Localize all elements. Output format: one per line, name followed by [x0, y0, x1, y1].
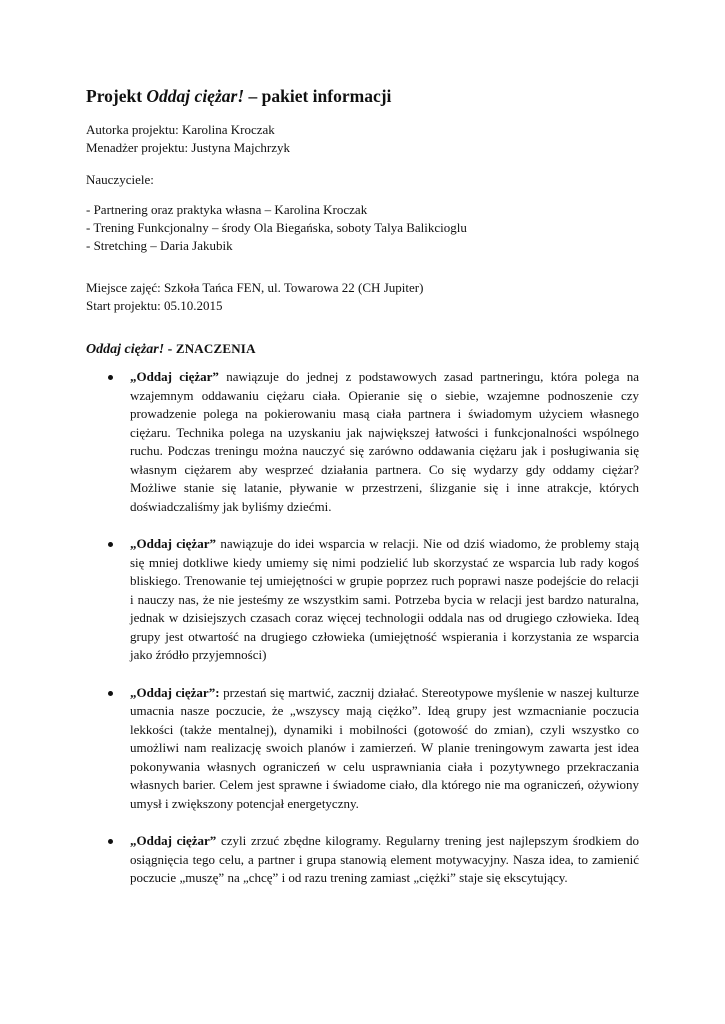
- authors-block: [86, 121, 639, 157]
- list-item-text: nawiązuje do jednej z podstawowych zasad partneringu, która polega na wzajemnym oddawaniu ciężaru ciała. Opieranie się o siebie, wzajemne podnoszenie czy prowadzenie polega na pokierowaniu masą ciała partnera i świadomym użyciem własnego ciężaru. Technika polega na uzyskaniu jak największej łatwości i funkcjonalności wspólnego ruchu. Podczas treningu można nauczyć się zarówno oddawania ciężaru jak i posługiwania się własnym ciężarem aby wesprzeć działania partnera. Co się wydarzy gdy oddamy ciężar? Możliwe stanie się latanie, pływanie w przestrzeni, ślizganie się i inne atrakcje, których doświadczaliśmy jak byliśmy dziećmi.: [130, 369, 640, 514]
- bullet-icon: [108, 542, 113, 547]
- teacher-item: - Partnering oraz praktyka własna – Karolina Kroczak: [86, 202, 368, 217]
- list-item-lead: „Oddaj ciężar”: [130, 536, 216, 551]
- list-item: [86, 535, 639, 665]
- meanings-heading: [86, 339, 639, 360]
- teachers-heading: Nauczyciele:: [86, 172, 154, 187]
- project-author: Autorka projektu: Karolina Kroczak: [86, 122, 275, 137]
- list-item-text: czyli zrzuć zbędne kilogramy. Regularny trening jest najlepszym środkiem do osiągnięcia tego celu, a partner i grupa stanowią element motywacyjny. Nasza idea, to zamienić poczucie „muszę” na „chcę” i od razu trening zamiast „ciężki” staje się ekscytujący.: [130, 833, 639, 885]
- bullet-icon: [108, 839, 113, 844]
- list-item-text: przestań się martwić, zacznij działać. Stereotypowe myślenie w naszej kulturze umacnia nasze poczucie, że „wszyscy mają ciężko”. Ideą grupy jest wzmacnianie poczucia lekkości (także mentalnej), dynamiki i mobilności (gotowość do zmian), czyli wszystko co umożliwi nam realizację swoich planów i zamierzeń. W planie treningowym zawarta jest idea pokonywania własnych ograniczeń w celu usprawniania ciała i pozytywnego przekraczania własnych barier. Celem jest sprawne i świadome ciało, dla którego nie ma ograniczeń, ożywiony umysł i zwiększony potencjał energetyczny.: [130, 684, 639, 811]
- project-manager: Menadżer projektu: Justyna Majchrzyk: [86, 140, 290, 155]
- list-item-text: nawiązuje do idei wsparcia w relacji. Nie od dziś wiadomo, że problemy stają się mniej dotkliwe kiedy umiemy się nimi podzielić lub skorzystać ze wsparcia lub rady kogoś bliskiego. Trenowanie tej umiejętności w grupie poprzez ruch poprawi nasze podejście do relacji i nauczy nas, że nie jesteśmy ze wszystkim sami. Potrzeba bycia w relacji jest bardzo naturalna, jednak w dzisiejszych czasach coraz więcej technologii oddala nas od drugiego człowieka. Ideą grupy jest otwartość na drugiego człowieka (umiejętność wspierania i korzystania ze wsparcia jako źródło przyjemności): [130, 536, 640, 662]
- location-block: [86, 279, 639, 315]
- list-item: [86, 684, 639, 814]
- list-item-lead: „Oddaj ciężar”:: [130, 684, 220, 700]
- bullet-icon: [108, 375, 113, 380]
- document-title: [86, 85, 639, 107]
- bullet-icon: [108, 691, 113, 696]
- list-item-lead: „Oddaj ciężar”: [130, 833, 217, 848]
- meanings-list: [86, 368, 639, 888]
- meanings-heading-sep: -: [164, 342, 176, 357]
- location-place: Miejsce zajęć: Szkoła Tańca FEN, ul. Towarowa 22 (CH Jupiter): [86, 280, 424, 295]
- title-project-name: Oddaj ciężar!: [146, 86, 245, 106]
- project-start-date: Start projektu: 05.10.2015: [86, 298, 223, 313]
- title-suffix: – pakiet informacji: [244, 86, 392, 106]
- teachers-list: [86, 201, 639, 255]
- teacher-item: - Stretching – Daria Jakubik: [86, 238, 233, 253]
- meanings-heading-caps: ZNACZENIA: [175, 341, 256, 356]
- title-prefix: Projekt: [86, 86, 147, 106]
- list-item-lead: „Oddaj ciężar”: [130, 369, 219, 384]
- meanings-heading-name: Oddaj ciężar!: [86, 342, 165, 357]
- teacher-item: - Trening Funkcjonalny – środy Ola Biegańska, soboty Talya Balikcioglu: [86, 220, 467, 235]
- list-item: [86, 832, 639, 888]
- list-item: [86, 368, 639, 516]
